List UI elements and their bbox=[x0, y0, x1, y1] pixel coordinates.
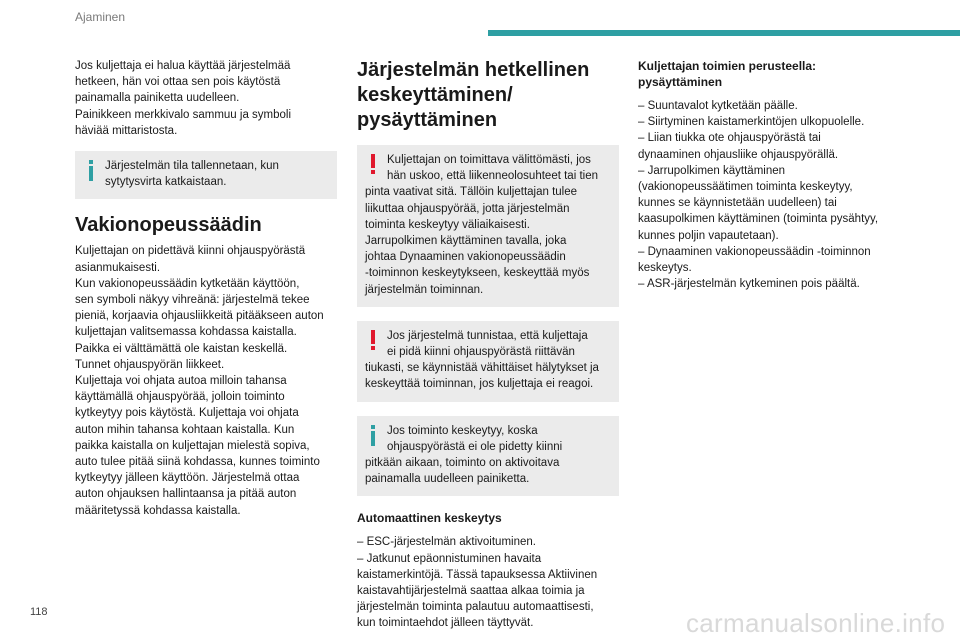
warning-note-2 bbox=[357, 321, 619, 402]
text-line: kytkeytyy jälleen käyttöön. Järjestelmä ottaa bbox=[75, 472, 300, 485]
text-line: Jos järjestelmä tunnistaa, että kuljettaja bbox=[387, 329, 588, 342]
header-accent-bar bbox=[488, 30, 960, 36]
heading-line: pysäyttäminen bbox=[357, 109, 498, 131]
subheading-automatic-suspension: Automaattinen keskeytys bbox=[357, 511, 502, 526]
text-line: kunnes poljin vapautetaan). bbox=[638, 229, 779, 242]
info-icon bbox=[366, 425, 380, 446]
text-line: hetkeen, hän voi ottaa sen pois käytöstä bbox=[75, 76, 281, 89]
text-line: kunnes se käynnistetään uudelleen) tai bbox=[638, 197, 837, 210]
text-line: liikuttaa ohjauspyörää, jotta järjestelmän bbox=[365, 202, 570, 215]
text-line: hän uskoo, että liikenneolosuhteet tai tien bbox=[387, 170, 598, 183]
text-line: pieniä, korjaavia ohjausliikkeitä pitääkseen auton bbox=[75, 310, 324, 323]
text-line: Jarrupolkimen käyttäminen tavalla, joka bbox=[365, 235, 567, 248]
text-line: johtaa Dynaaminen vakionopeussäädin bbox=[365, 251, 566, 264]
text-line: keskeytys. bbox=[638, 262, 692, 275]
section-heading-suspension bbox=[357, 58, 619, 133]
text-line: kaistavahtijärjestelmä saattaa alkaa toimia ja bbox=[357, 585, 585, 598]
text-line: auton mihin tahansa kohtaan kaistalla. Kun bbox=[75, 423, 295, 436]
text-line: Jos kuljettaja ei halua käyttää järjestelmää bbox=[75, 60, 291, 72]
text-line: pitkään aikaan, toiminto on aktivoitava bbox=[365, 457, 560, 470]
page-number: 118 bbox=[30, 606, 48, 618]
text-line: kun toimintaehdot jälleen täyttyvät. bbox=[357, 617, 534, 630]
automatic-suspension-list bbox=[357, 534, 619, 631]
text-line: Kuljettajan on toimittava välittömästi, jos bbox=[387, 154, 591, 166]
text-line: Tunnet ohjauspyörän liikkeet. bbox=[75, 358, 225, 371]
text-line: keskeyttää toiminnan, jos kuljettaja ei reagoi. bbox=[365, 378, 594, 391]
intro-paragraph bbox=[75, 58, 339, 139]
text-line: paikka kaistalla on kuljettajan mielestä sopiva, bbox=[75, 439, 310, 452]
text-line: tiukasti, se käynnistää vähittäiset hälytykset ja bbox=[365, 362, 599, 375]
warning-icon bbox=[366, 154, 380, 174]
column-3 bbox=[638, 58, 888, 292]
list-item: – Liian tiukka ote ohjauspyörästä tai bbox=[638, 132, 821, 145]
subheading-driver-stop bbox=[638, 58, 888, 90]
text-line: Kuljettajan on pidettävä kiinni ohjauspyörästä bbox=[75, 245, 306, 258]
info-icon bbox=[84, 160, 98, 181]
warning-icon bbox=[366, 330, 380, 350]
text-line: dynaaminen ohjausliike ohjauspyörällä. bbox=[638, 148, 839, 161]
chapter-title: Ajaminen bbox=[75, 10, 126, 24]
text-line: toiminta keskeytyy väliaikaisesti. bbox=[365, 218, 530, 231]
list-item: – Jatkunut epäonnistuminen havaita bbox=[357, 552, 542, 565]
text-line: järjestelmän toiminta palautuu automaattisesti, bbox=[357, 601, 594, 614]
list-item: – Suuntavalot kytketään päälle. bbox=[638, 100, 798, 112]
text-line: auton ohjauksen hallintaansa ja pitää auton bbox=[75, 488, 297, 501]
text-line: painamalla painiketta uudelleen. bbox=[75, 92, 240, 105]
section-heading-cruise-control: Vakionopeussäädin bbox=[75, 214, 262, 237]
text-line: kuljettajan valitsemassa kohdassa kaistalla. bbox=[75, 326, 297, 339]
list-item: – Dynaaminen vakionopeussäädin -toiminnon bbox=[638, 245, 871, 258]
heading-line: Kuljettajan toimien perusteella: bbox=[638, 59, 817, 73]
text-line: määritetyssä kohdassa kaistalla. bbox=[75, 504, 241, 517]
text-line: Jos toiminto keskeytyy, koska bbox=[387, 424, 538, 437]
text-line: asianmukaisesti. bbox=[75, 261, 161, 274]
watermark: carmanualsonline.info bbox=[686, 608, 946, 638]
text-line: järjestelmän toiminnan. bbox=[365, 283, 484, 296]
text-line: pinta vaativat sitä. Tällöin kuljettajan tulee bbox=[365, 186, 578, 199]
text-line: Kun vakionopeussäädin kytketään käyttöön, bbox=[75, 277, 300, 290]
text-line: -toiminnon keskeytykseen, keskeyttää myös bbox=[365, 267, 590, 280]
text-line: sen symboli näkyy vihreänä: järjestelmä tekee bbox=[75, 294, 310, 307]
list-item: – Jarrupolkimen käyttäminen bbox=[638, 164, 786, 177]
heading-line: keskeyttäminen/ bbox=[357, 84, 513, 106]
driver-stop-list bbox=[638, 98, 888, 292]
text-line: (vakionopeussäätimen toiminta keskeytyy, bbox=[638, 181, 853, 194]
heading-line: Järjestelmän hetkellinen bbox=[357, 59, 590, 81]
heading-line: pysäyttäminen bbox=[638, 75, 723, 89]
text-line: Kuljettaja voi ohjata autoa milloin tahansa bbox=[75, 375, 287, 388]
text-line: auto tulee pitää siinä kohdassa, kunnes toiminto bbox=[75, 456, 320, 469]
text-line: ohjauspyörästä ei ole pidetty kiinni bbox=[387, 440, 563, 453]
text-line: ei pidä kiinni ohjauspyörästä riittävän bbox=[387, 346, 575, 359]
text-line: sytytysvirta katkaistaan. bbox=[105, 176, 227, 189]
text-line: Painikkeen merkkivalo sammuu ja symboli bbox=[75, 108, 292, 121]
text-line: kaasupolkimen käyttäminen (toiminta pysähtyy, bbox=[638, 213, 879, 226]
text-line: Paikka ei välttämättä ole kaistan keskellä. bbox=[75, 342, 288, 355]
text-line: häviää mittaristosta. bbox=[75, 124, 178, 137]
text-line: käyttämällä ohjauspyörää, jolloin toiminto bbox=[75, 391, 285, 404]
column-1 bbox=[75, 58, 339, 519]
info-note-2 bbox=[357, 416, 619, 497]
text-line: kytkeytyy pois käytöstä. Kuljettaja voi ohjata bbox=[75, 407, 299, 420]
text-line: Järjestelmän tila tallennetaan, kun bbox=[105, 160, 279, 173]
warning-note-1 bbox=[357, 145, 619, 307]
list-item: – Siirtyminen kaistamerkintöjen ulkopuolelle. bbox=[638, 116, 865, 129]
cruise-control-paragraph bbox=[75, 243, 339, 518]
column-2 bbox=[357, 58, 619, 632]
info-note bbox=[75, 151, 337, 199]
list-item: – ASR-järjestelmän kytkeminen pois päältä. bbox=[638, 278, 860, 291]
text-line: kaistamerkintöjä. Tässä tapauksessa Aktiivinen bbox=[357, 568, 598, 581]
text-line: painamalla uudelleen painiketta. bbox=[365, 473, 530, 486]
list-item: – ESC-järjestelmän aktivoituminen. bbox=[357, 536, 536, 549]
